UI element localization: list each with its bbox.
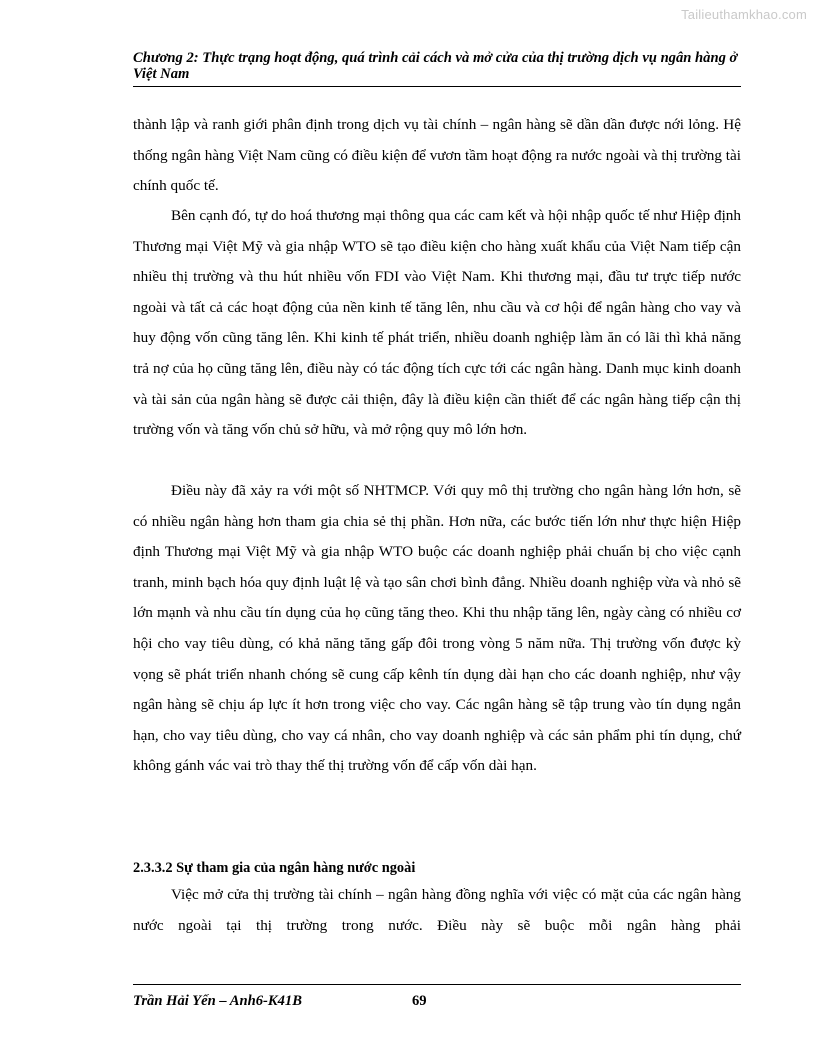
footer-divider (133, 984, 741, 985)
section-heading: 2.3.3.2 Sự tham gia của ngân hàng nước ngoài (133, 860, 416, 876)
paragraph-4: Việc mở cửa thị trường tài chính – ngân hàng đồng nghĩa với việc có mặt của các ngân hàng nước ngoài tại thị trường trong nước. Điều này sẽ buộc mỗi ngân hàng phải (133, 886, 741, 934)
paragraph-2: Bên cạnh đó, tự do hoá thương mại thông qua các cam kết và hội nhập quốc tế như Hiệp định Thương mại Việt Mỹ và gia nhập WTO sẽ tạo điều kiện cho hàng xuất khẩu của Việt Nam tiếp cận nhiều thị trường và thu hút nhiều vốn FDI vào Việt Nam. Khi thương mại, đầu tư trực tiếp nước ngoài và tất cả các hoạt động của nền kinh tế tăng lên, nhu cầu và cơ hội để ngân hàng cho vay và huy động vốn cũng tăng lên. Khi kinh tế phát triển, nhiều doanh nghiệp làm ăn có lãi thì khả năng trả nợ của họ cũng tăng lên, điều này có tác động tích cực tới các ngân hàng. Danh mục kinh doanh và tài sản của ngân hàng sẽ được cải thiện, đây là điều kiện cần thiết để các ngân hàng tiếp cận thị trường vốn và tăng vốn chủ sở hữu, và mở rộng quy mô lớn hơn. (133, 207, 741, 439)
header-divider (133, 86, 741, 87)
chapter-header: Chương 2: Thực trạng hoạt động, quá trình cải cách và mở cửa của thị trường dịch vụ ngân hàng ở Việt Nam (133, 50, 738, 82)
paragraph-3: Điều này đã xảy ra với một số NHTMCP. Với quy mô thị trường cho ngân hàng lớn hơn, sẽ có nhiều ngân hàng hơn tham gia chia sẻ thị phần. Hơn nữa, các bước tiến lớn như thực hiện Hiệp định Thương mại Việt Mỹ và gia nhập WTO buộc các doanh nghiệp phải chuẩn bị cho việc cạnh tranh, minh bạch hóa quy định luật lệ và tạo sân chơi bình đẳng. Nhiều doanh nghiệp vừa và nhỏ sẽ lớn mạnh và nhu cầu tín dụng của họ cũng tăng theo. Khi thu nhập tăng lên, ngày càng có nhiều cơ hội cho vay tiêu dùng, có khả năng tăng gấp đôi trong vòng 5 năm nữa. Thị trường vốn được kỳ vọng sẽ phát triển nhanh chóng sẽ cung cấp kênh tín dụng dài hạn cho các doanh nghiệp, như vậy ngân hàng sẽ chịu áp lực ít hơn trong việc cho vay. Các ngân hàng sẽ tập trung vào tín dụng ngắn hạn, cho vay tiêu dùng, cho vay cá nhân, cho vay doanh nghiệp và các sản phẩm phi tín dụng, chứ không gánh vác vai trò thay thế thị trường vốn để cấp vốn dài hạn. (133, 482, 741, 775)
watermark: Tailieuthamkhao.com (681, 7, 807, 22)
page-number: 69 (412, 993, 427, 1009)
footer-author: Trần Hải Yến – Anh6-K41B (133, 993, 302, 1009)
paragraph-1: thành lập và ranh giới phân định trong dịch vụ tài chính – ngân hàng sẽ dần dần được nới lỏng. Hệ thống ngân hàng Việt Nam cũng có điều kiện để vươn tầm hoạt động ra nước ngoài và thị trường tài chính quốc tế. (133, 116, 741, 195)
